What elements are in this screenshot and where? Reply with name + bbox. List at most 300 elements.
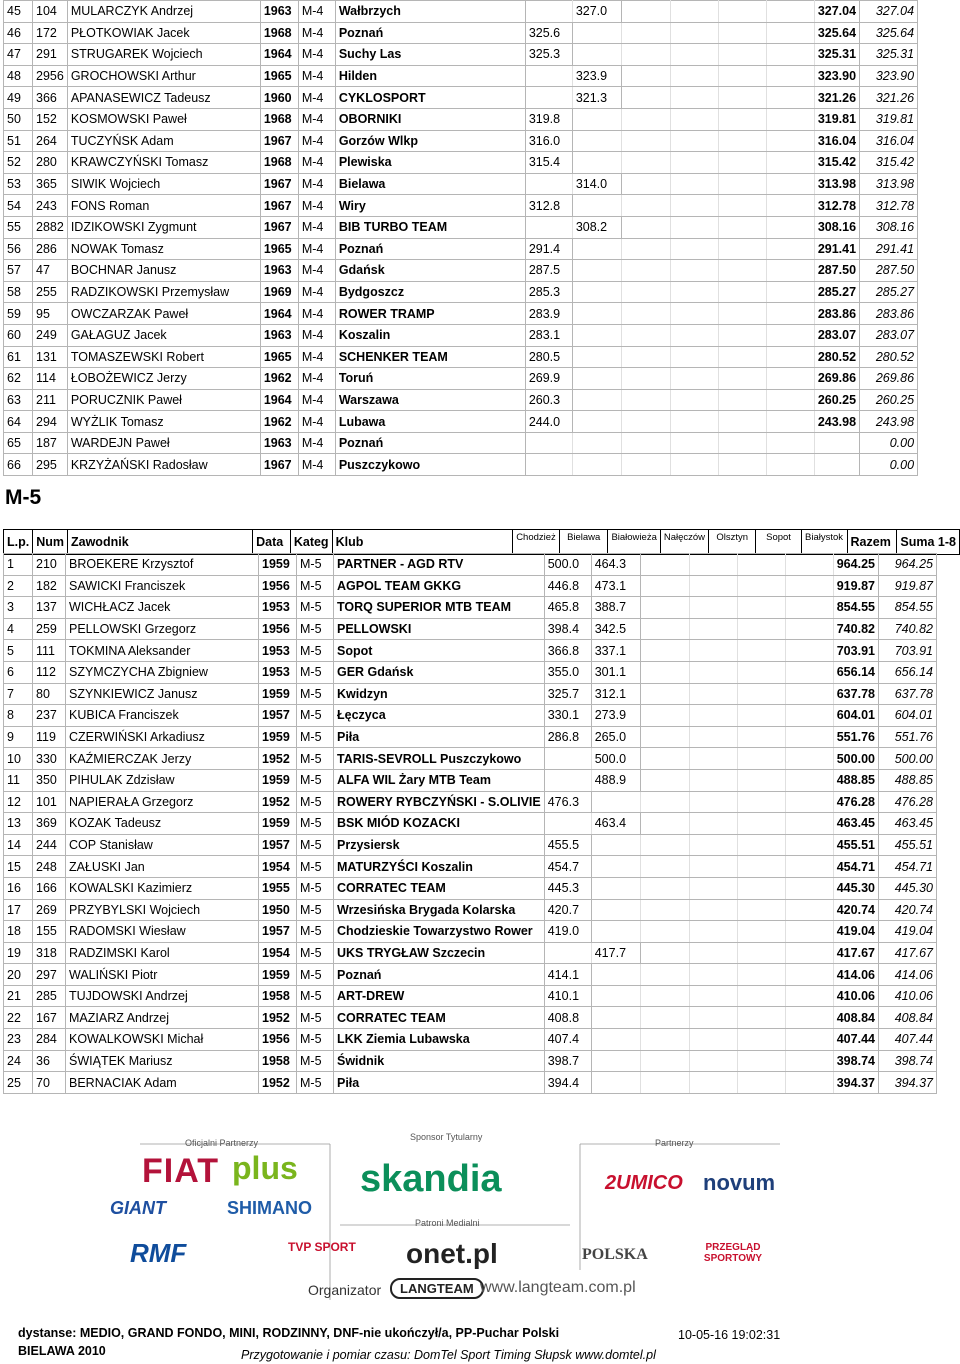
- table-cell: 58: [4, 281, 33, 303]
- table-cell: 260.25: [860, 389, 918, 411]
- table-cell: 312.8: [525, 195, 572, 217]
- table-cell: 1969: [260, 281, 298, 303]
- table-cell: ALFA WIL Żary MTB Team: [334, 769, 545, 791]
- table-cell: [621, 1, 670, 23]
- table-cell: [689, 618, 737, 640]
- table-cell: 398.74: [878, 1050, 936, 1072]
- table-cell: 1959: [259, 554, 297, 576]
- table-cell: [640, 748, 689, 770]
- table-cell: BROEKERE Krzysztof: [66, 554, 259, 576]
- table-cell: Lubawa: [335, 411, 525, 433]
- table-cell: [718, 130, 766, 152]
- table-cell: 323.90: [814, 65, 859, 87]
- table-cell: 259: [33, 618, 66, 640]
- table-row: [4, 877, 937, 899]
- table-cell: 316.04: [860, 130, 918, 152]
- table-cell: 284: [33, 1029, 66, 1051]
- table-cell: [689, 683, 737, 705]
- table-cell: [737, 769, 785, 791]
- table-cell: 455.5: [544, 834, 591, 856]
- table-cell: 244.0: [525, 411, 572, 433]
- table-cell: [670, 432, 718, 454]
- sponsors-panel: [100, 1130, 860, 1310]
- table-cell: 1968: [260, 22, 298, 44]
- table-cell: 463.4: [591, 813, 640, 835]
- table-row: [4, 1029, 937, 1051]
- table-cell: 419.04: [878, 921, 936, 943]
- table-cell: 327.04: [860, 1, 918, 23]
- table-cell: [689, 705, 737, 727]
- table-cell: [670, 1, 718, 23]
- table-cell: COP Stanisław: [66, 834, 259, 856]
- table-cell: 488.85: [833, 769, 878, 791]
- table-cell: [766, 216, 814, 238]
- table-cell: 287.50: [860, 260, 918, 282]
- table-cell: 53: [4, 173, 33, 195]
- table-cell: 19: [4, 942, 33, 964]
- table-cell: [737, 899, 785, 921]
- table-cell: [737, 683, 785, 705]
- table-cell: WALIŃSKI Piotr: [66, 964, 259, 986]
- table-cell: 55: [4, 216, 33, 238]
- table-cell: [640, 575, 689, 597]
- table-cell: 394.37: [878, 1072, 936, 1094]
- table-cell: Gdańsk: [335, 260, 525, 282]
- table-cell: 269: [33, 899, 66, 921]
- table-cell: [572, 238, 621, 260]
- table-cell: 740.82: [878, 618, 936, 640]
- table-cell: 285.27: [860, 281, 918, 303]
- table-cell: 410.1: [544, 985, 591, 1007]
- table-cell: 182: [33, 575, 66, 597]
- table-cell: [670, 195, 718, 217]
- table-cell: 476.3: [544, 791, 591, 813]
- table-cell: 1953: [259, 640, 297, 662]
- table-cell: 964.25: [878, 554, 936, 576]
- table-cell: KOWALKOWSKI Michał: [66, 1029, 259, 1051]
- table-cell: 111: [33, 640, 66, 662]
- table-cell: M-4: [298, 389, 335, 411]
- table-cell: ART-DREW: [334, 985, 545, 1007]
- table-cell: 24: [4, 1050, 33, 1072]
- table-cell: 45: [4, 1, 33, 23]
- table-cell: 455.51: [833, 834, 878, 856]
- table-cell: [737, 856, 785, 878]
- table-cell: BOCHNAR Janusz: [67, 260, 260, 282]
- table-cell: TOKMINA Aleksander: [66, 640, 259, 662]
- column-header: Zawodnik: [68, 530, 253, 555]
- table-cell: [689, 726, 737, 748]
- table-cell: 1962: [260, 368, 298, 390]
- table-cell: [766, 108, 814, 130]
- table-cell: M-4: [298, 346, 335, 368]
- table-cell: M-4: [298, 195, 335, 217]
- table-cell: 500.0: [544, 554, 591, 576]
- table-cell: 1959: [259, 813, 297, 835]
- table-cell: 62: [4, 368, 33, 390]
- table-cell: 1950: [259, 899, 297, 921]
- table-cell: [766, 238, 814, 260]
- table-cell: [766, 368, 814, 390]
- table-cell: 473.1: [591, 575, 640, 597]
- table-row: [4, 281, 918, 303]
- table-cell: [572, 44, 621, 66]
- table-cell: 325.64: [814, 22, 859, 44]
- table-cell: WYŻLIK Tomasz: [67, 411, 260, 433]
- table-cell: [525, 432, 572, 454]
- table-cell: 280: [33, 152, 68, 174]
- table-cell: 260.25: [814, 389, 859, 411]
- table-cell: 330.1: [544, 705, 591, 727]
- table-cell: 18: [4, 921, 33, 943]
- table-cell: IDZIKOWSKI Zygmunt: [67, 216, 260, 238]
- table-cell: 17: [4, 899, 33, 921]
- table-cell: M-5: [297, 791, 334, 813]
- table-cell: Sopot: [334, 640, 545, 662]
- table-cell: 315.4: [525, 152, 572, 174]
- table-cell: [621, 238, 670, 260]
- table-cell: 1959: [259, 683, 297, 705]
- table-cell: [572, 130, 621, 152]
- table-row: [4, 813, 937, 835]
- table-cell: 1954: [259, 942, 297, 964]
- table-cell: 394.4: [544, 1072, 591, 1094]
- table-cell: [689, 921, 737, 943]
- table-cell: 283.86: [814, 303, 859, 325]
- table-cell: 369: [33, 813, 66, 835]
- table-cell: M-4: [298, 173, 335, 195]
- table-cell: 327.04: [814, 1, 859, 23]
- table-cell: 25: [4, 1072, 33, 1094]
- table-cell: 280.52: [860, 346, 918, 368]
- table-cell: [737, 834, 785, 856]
- table-cell: ŚWIĄTEK Mariusz: [66, 1050, 259, 1072]
- table-cell: 36: [33, 1050, 66, 1072]
- table-cell: M-4: [298, 152, 335, 174]
- table-cell: [640, 856, 689, 878]
- table-cell: [766, 324, 814, 346]
- table-cell: 488.85: [878, 769, 936, 791]
- table-cell: M-5: [297, 640, 334, 662]
- table-cell: PARTNER - AGD RTV: [334, 554, 545, 576]
- table-cell: ZAŁUSKI Jan: [66, 856, 259, 878]
- table-cell: WICHŁACZ Jacek: [66, 597, 259, 619]
- table-cell: 445.30: [833, 877, 878, 899]
- table-cell: 23: [4, 1029, 33, 1051]
- table-cell: 1953: [259, 661, 297, 683]
- table-cell: Piła: [334, 726, 545, 748]
- table-cell: BERNACIAK Adam: [66, 1072, 259, 1094]
- column-header: Chodzież: [513, 530, 560, 555]
- table-cell: Koszalin: [335, 324, 525, 346]
- table-cell: 114: [33, 368, 68, 390]
- table-row: [4, 324, 918, 346]
- table-cell: KOWALSKI Kazimierz: [66, 877, 259, 899]
- table-cell: 1968: [260, 108, 298, 130]
- giant-logo: GIANT: [110, 1198, 166, 1218]
- column-header: Klub: [332, 530, 512, 555]
- column-header: Sopot: [756, 530, 801, 555]
- table-cell: 48: [4, 65, 33, 87]
- table-cell: 137: [33, 597, 66, 619]
- label-official-partners: Oficjalni Partnerzy: [185, 1138, 259, 1148]
- table-cell: [689, 856, 737, 878]
- table-cell: [640, 618, 689, 640]
- table-cell: KOSMOWSKI Paweł: [67, 108, 260, 130]
- table-cell: [621, 346, 670, 368]
- table-cell: 1967: [260, 173, 298, 195]
- table-cell: 283.07: [860, 324, 918, 346]
- table-cell: [525, 454, 572, 476]
- table-cell: M-4: [298, 454, 335, 476]
- table-row: [4, 238, 918, 260]
- table-cell: 1958: [259, 985, 297, 1007]
- table-cell: [785, 1050, 833, 1072]
- table-cell: [689, 640, 737, 662]
- table-row: [4, 130, 918, 152]
- table-cell: 59: [4, 303, 33, 325]
- table-cell: [572, 432, 621, 454]
- table-cell: 1963: [260, 1, 298, 23]
- table-cell: CORRATEC TEAM: [334, 877, 545, 899]
- table-cell: 12: [4, 791, 33, 813]
- table-cell: 283.1: [525, 324, 572, 346]
- table-cell: 1952: [259, 1007, 297, 1029]
- table-cell: [591, 964, 640, 986]
- table-cell: [737, 640, 785, 662]
- table-cell: 104: [33, 1, 68, 23]
- table-cell: [670, 87, 718, 109]
- table-cell: M-4: [298, 130, 335, 152]
- table-cell: ROWER TRAMP: [335, 303, 525, 325]
- table-cell: 312.1: [591, 683, 640, 705]
- table-cell: M-4: [298, 22, 335, 44]
- column-header: Num: [33, 530, 68, 555]
- table-cell: M-5: [297, 964, 334, 986]
- table-cell: [591, 899, 640, 921]
- table-cell: 1956: [259, 1029, 297, 1051]
- table-cell: [718, 216, 766, 238]
- table-cell: 9: [4, 726, 33, 748]
- table-cell: [621, 216, 670, 238]
- table-cell: 269.86: [860, 368, 918, 390]
- przeglad-sportowy-logo: PRZEGLĄD SPORTOWY: [703, 1242, 763, 1264]
- table-cell: M-4: [298, 108, 335, 130]
- table-cell: [766, 389, 814, 411]
- table-cell: 287.5: [525, 260, 572, 282]
- table-cell: Hilden: [335, 65, 525, 87]
- table-cell: 407.44: [833, 1029, 878, 1051]
- table-cell: 398.4: [544, 618, 591, 640]
- table-row: [4, 216, 918, 238]
- table-cell: TUCZYŃSK Adam: [67, 130, 260, 152]
- table-cell: Wałbrzych: [335, 1, 525, 23]
- table-cell: SAWICKI Franciszek: [66, 575, 259, 597]
- table-cell: KAŹMIERCZAK Jerzy: [66, 748, 259, 770]
- table-cell: 56: [4, 238, 33, 260]
- table-cell: M-5: [297, 597, 334, 619]
- table-cell: [785, 877, 833, 899]
- table-cell: [572, 368, 621, 390]
- table-cell: 314.0: [572, 173, 621, 195]
- table-cell: 1967: [260, 130, 298, 152]
- table-cell: 319.81: [814, 108, 859, 130]
- table-cell: 70: [33, 1072, 66, 1094]
- table-cell: [689, 661, 737, 683]
- table-cell: PŁOTKOWIAK Jacek: [67, 22, 260, 44]
- table-cell: BIB TURBO TEAM: [335, 216, 525, 238]
- table-cell: [572, 281, 621, 303]
- table-cell: 237: [33, 705, 66, 727]
- table-cell: 327.0: [572, 1, 621, 23]
- table-cell: 5: [4, 640, 33, 662]
- table-cell: TOMASZEWSKI Robert: [67, 346, 260, 368]
- table-cell: [621, 108, 670, 130]
- table-cell: [718, 238, 766, 260]
- table-cell: 249: [33, 324, 68, 346]
- table-cell: 1956: [259, 618, 297, 640]
- table-cell: Chodzieskie Towarzystwo Rower: [334, 921, 545, 943]
- table-cell: PELLOWSKI Grzegorz: [66, 618, 259, 640]
- table-cell: 476.28: [833, 791, 878, 813]
- table-cell: [621, 65, 670, 87]
- table-row: [4, 554, 937, 576]
- table-cell: [591, 856, 640, 878]
- table-cell: [785, 899, 833, 921]
- table-cell: 964.25: [833, 554, 878, 576]
- footer-event: BIELAWA 2010: [18, 1344, 106, 1358]
- table-cell: 500.00: [878, 748, 936, 770]
- table-row: [4, 44, 918, 66]
- table-cell: [670, 368, 718, 390]
- table-cell: [718, 87, 766, 109]
- table-cell: [621, 389, 670, 411]
- table-cell: [689, 1029, 737, 1051]
- table-cell: 283.86: [860, 303, 918, 325]
- table-cell: KRZYŻAŃSKI Radosław: [67, 454, 260, 476]
- table-cell: M-5: [297, 726, 334, 748]
- table-cell: 350: [33, 769, 66, 791]
- table-cell: CORRATEC TEAM: [334, 1007, 545, 1029]
- table-cell: Suchy Las: [335, 44, 525, 66]
- table-cell: GAŁAGUZ Jacek: [67, 324, 260, 346]
- table-cell: 446.8: [544, 575, 591, 597]
- table-cell: [785, 769, 833, 791]
- table-cell: 318: [33, 942, 66, 964]
- table-cell: 398.74: [833, 1050, 878, 1072]
- category-title: M-5: [5, 486, 42, 509]
- table-cell: 255: [33, 281, 68, 303]
- table-cell: [640, 661, 689, 683]
- table-cell: 295: [33, 454, 68, 476]
- table-cell: 8: [4, 705, 33, 727]
- table-cell: KRAWCZYŃSKI Tomasz: [67, 152, 260, 174]
- table-cell: [621, 368, 670, 390]
- column-header: Kateg: [290, 530, 332, 555]
- table-cell: [785, 640, 833, 662]
- table-cell: 854.55: [833, 597, 878, 619]
- organizer-label: Organizator: [308, 1282, 382, 1298]
- table-cell: 1963: [260, 432, 298, 454]
- table-cell: M-5: [297, 705, 334, 727]
- table-cell: 243: [33, 195, 68, 217]
- table-cell: [640, 705, 689, 727]
- table-cell: LKK Ziemia Lubawska: [334, 1029, 545, 1051]
- table-cell: 1962: [260, 411, 298, 433]
- table-cell: [670, 346, 718, 368]
- table-cell: Wrzesińska Brygada Kolarska: [334, 899, 545, 921]
- table-row: [4, 152, 918, 174]
- table-cell: [718, 152, 766, 174]
- table-cell: [766, 411, 814, 433]
- table-cell: STRUGAREK Wojciech: [67, 44, 260, 66]
- table-row: [4, 303, 918, 325]
- table-cell: Poznań: [334, 964, 545, 986]
- table-cell: [766, 1, 814, 23]
- table-cell: [621, 195, 670, 217]
- table-cell: [591, 877, 640, 899]
- table-cell: Puszczykowo: [335, 454, 525, 476]
- table-cell: [718, 432, 766, 454]
- table-cell: 394.37: [833, 1072, 878, 1094]
- table-cell: 80: [33, 683, 66, 705]
- column-header: Razem: [847, 530, 897, 555]
- table-cell: [737, 554, 785, 576]
- table-cell: 54: [4, 195, 33, 217]
- label-partners: Partnerzy: [655, 1138, 694, 1148]
- table-cell: 388.7: [591, 597, 640, 619]
- table-cell: [670, 152, 718, 174]
- table-cell: 604.01: [833, 705, 878, 727]
- table-cell: [544, 813, 591, 835]
- table-cell: [737, 1029, 785, 1051]
- table-row: [4, 964, 937, 986]
- table-row: [4, 1050, 937, 1072]
- footer-credit: Przygotowanie i pomiar czasu: DomTel Sport Timing Słupsk www.domtel.pl: [241, 1348, 656, 1362]
- table-cell: M-4: [298, 432, 335, 454]
- table-cell: 323.9: [572, 65, 621, 87]
- table-cell: [766, 454, 814, 476]
- table-cell: M-5: [297, 813, 334, 835]
- table-cell: SZYNKIEWICZ Janusz: [66, 683, 259, 705]
- table-cell: 321.26: [814, 87, 859, 109]
- table-cell: M-5: [297, 661, 334, 683]
- onet-logo: onet.pl: [406, 1238, 498, 1269]
- table-cell: [640, 985, 689, 1007]
- table-cell: 366.8: [544, 640, 591, 662]
- table-cell: [670, 281, 718, 303]
- table-cell: 1964: [260, 389, 298, 411]
- table-cell: 1963: [260, 324, 298, 346]
- table-cell: 325.64: [860, 22, 918, 44]
- table-cell: 454.71: [878, 856, 936, 878]
- table-cell: 325.31: [814, 44, 859, 66]
- table-cell: 420.74: [878, 899, 936, 921]
- table-cell: [525, 65, 572, 87]
- table-cell: [766, 432, 814, 454]
- table-cell: 152: [33, 108, 68, 130]
- table-cell: [670, 22, 718, 44]
- table-cell: [525, 1, 572, 23]
- table-cell: M-5: [297, 575, 334, 597]
- table-cell: [737, 618, 785, 640]
- table-cell: Kwidzyn: [334, 683, 545, 705]
- table-cell: 464.3: [591, 554, 640, 576]
- table-cell: [670, 130, 718, 152]
- table-cell: [640, 597, 689, 619]
- table-cell: 52: [4, 152, 33, 174]
- table-cell: Wiry: [335, 195, 525, 217]
